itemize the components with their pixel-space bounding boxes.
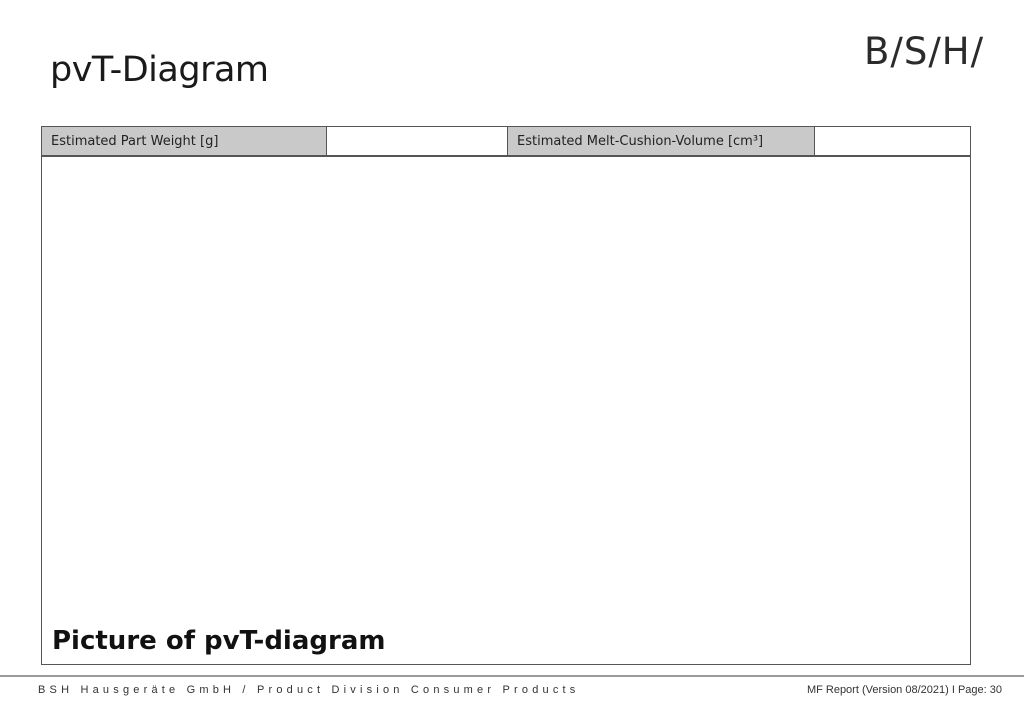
info-row <box>42 127 970 157</box>
footer-divider <box>0 675 1024 677</box>
footer-company: BSH Hausgeräte GmbH / Product Division Consumer Products <box>38 684 580 696</box>
part-weight-field[interactable] <box>327 127 508 155</box>
bsh-logo: B/S/H/ <box>864 30 985 73</box>
cushion-volume-label: Estimated Melt-Cushion-Volume [cm³] <box>508 127 815 155</box>
footer-report-info: MF Report (Version 08/2021) I Page: 30 <box>806 684 1002 696</box>
diagram-caption: Picture of pvT-diagram <box>52 626 386 656</box>
page-title: pvT-Diagram <box>50 50 269 90</box>
part-weight-label: Estimated Part Weight [g] <box>42 127 327 155</box>
cushion-volume-field[interactable] <box>815 127 970 155</box>
pvt-diagram-panel <box>41 126 971 665</box>
